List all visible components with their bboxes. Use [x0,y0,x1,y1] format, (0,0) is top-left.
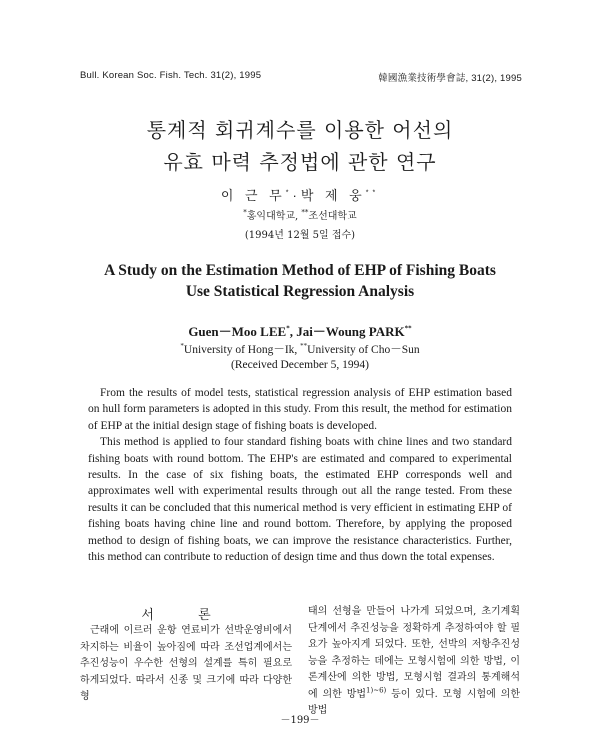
english-affiliation-2: University of Cho－Sun [307,344,420,356]
author-mark-2: ** [365,189,380,197]
english-author-2: Jai－Woung PARK [296,324,405,339]
affiliation-mark-2: ** [301,208,309,217]
author-separator: · [292,188,301,203]
english-authors [0,321,600,340]
english-title-line-1: A Study on the Estimation Method of EHP of Fishing Boats [104,262,496,279]
english-affiliations [0,341,600,357]
running-header-left: Bull. Korean Soc. Fish. Tech. 31(2), 1995 [80,70,262,81]
body-left-paragraph: 근래에 이르러 운항 연료비가 선박운영비에서 차지하는 비율이 높아짐에 따라 조선업계에서는 추진성능이 우수한 선형의 설계를 특히 필요로 하게되었다. 따라서 신종 및 크기에 따라 다양한 형 [80,625,292,702]
reference-citation: 1)~6) [366,686,387,695]
english-author-mark-2: ** [404,324,412,333]
english-affiliation-mark-1: * [180,342,184,351]
korean-affiliation-2: 조선대학교 [308,211,357,222]
english-affiliation-1: University of Hong－Ik, [183,344,301,356]
running-header-right: 韓國漁業技術學會誌, 31(2), 1995 [378,73,522,84]
author-mark-1: * [285,189,293,197]
korean-author-2: 박 제 웅 [300,188,366,203]
page-number: －199－ [280,715,320,726]
body-right-paragraph [308,604,520,720]
english-author-1: Guen－Moo LEE [188,324,287,339]
abstract-paragraph-1: From the results of model tests, statistical regression analysis of EHP estimation based on hull form parameters is adopted in this study. From this result, the method for estimation of EHP at the initial design stage of fishing boats is developed. [88,387,512,432]
abstract [88,385,512,565]
korean-title-line-1: 통계적 회귀계수를 이용한 어선의 [146,118,454,142]
english-author-separator: , [289,324,297,339]
korean-affiliation-1: 홍익대학교, [246,211,299,222]
korean-author-1: 이 근 무 [220,188,286,203]
english-title-line-2: Use Statistical Regression Analysis [185,283,415,300]
body-column-left [80,623,292,706]
korean-authors [0,185,600,204]
affiliation-mark-1: * [243,208,247,217]
body-column-right [308,604,520,720]
korean-received-date: (1994년 12월 5일 접수) [244,230,356,241]
abstract-paragraph-2: This method is applied to four standard fishing boats with chine lines and two standard fishing boats with round bottom. The EHP's are estimated and compared to experimental results. In the case of six fishing boats, the estimated EHP corresponds well and approximates well with experimental results through out all the range tested. From these results it can be concluded that this numerical method is very efficient in estimating EHP of fishing boats having chine line and round bottom. Therefore, by applying the proposed method to design of fishing boats, we can improve the resistance characteristics. Further, this method can contribute to reduction of design time and thus down the total expenses. [88,436,512,564]
korean-title-line-2: 유효 마력 추정법에 관한 연구 [163,150,437,174]
english-affiliation-mark-2: ** [300,342,308,351]
korean-affiliations [0,207,600,222]
body-right-text-after: 등이 있다. 모형 시험에 의한 방법 [308,688,520,716]
english-author-mark-1: * [286,324,290,333]
section-heading-introduction: 서 론 [141,608,231,623]
english-received-date: (Received December 5, 1994) [231,359,369,371]
body-right-text: 태의 선형을 만들어 나가게 되었으며, 초기계획 단계에서 추진성능을 정확하게 추정하여야 할 필요가 높아지게 되었다. 또한, 선박의 저항추진성능을 추정하는 데에는 모형시험에 의한 방법, 이론계산에 의한 방법, 모형시험 결과의 통계해석에 의한 방법 [308,606,520,700]
